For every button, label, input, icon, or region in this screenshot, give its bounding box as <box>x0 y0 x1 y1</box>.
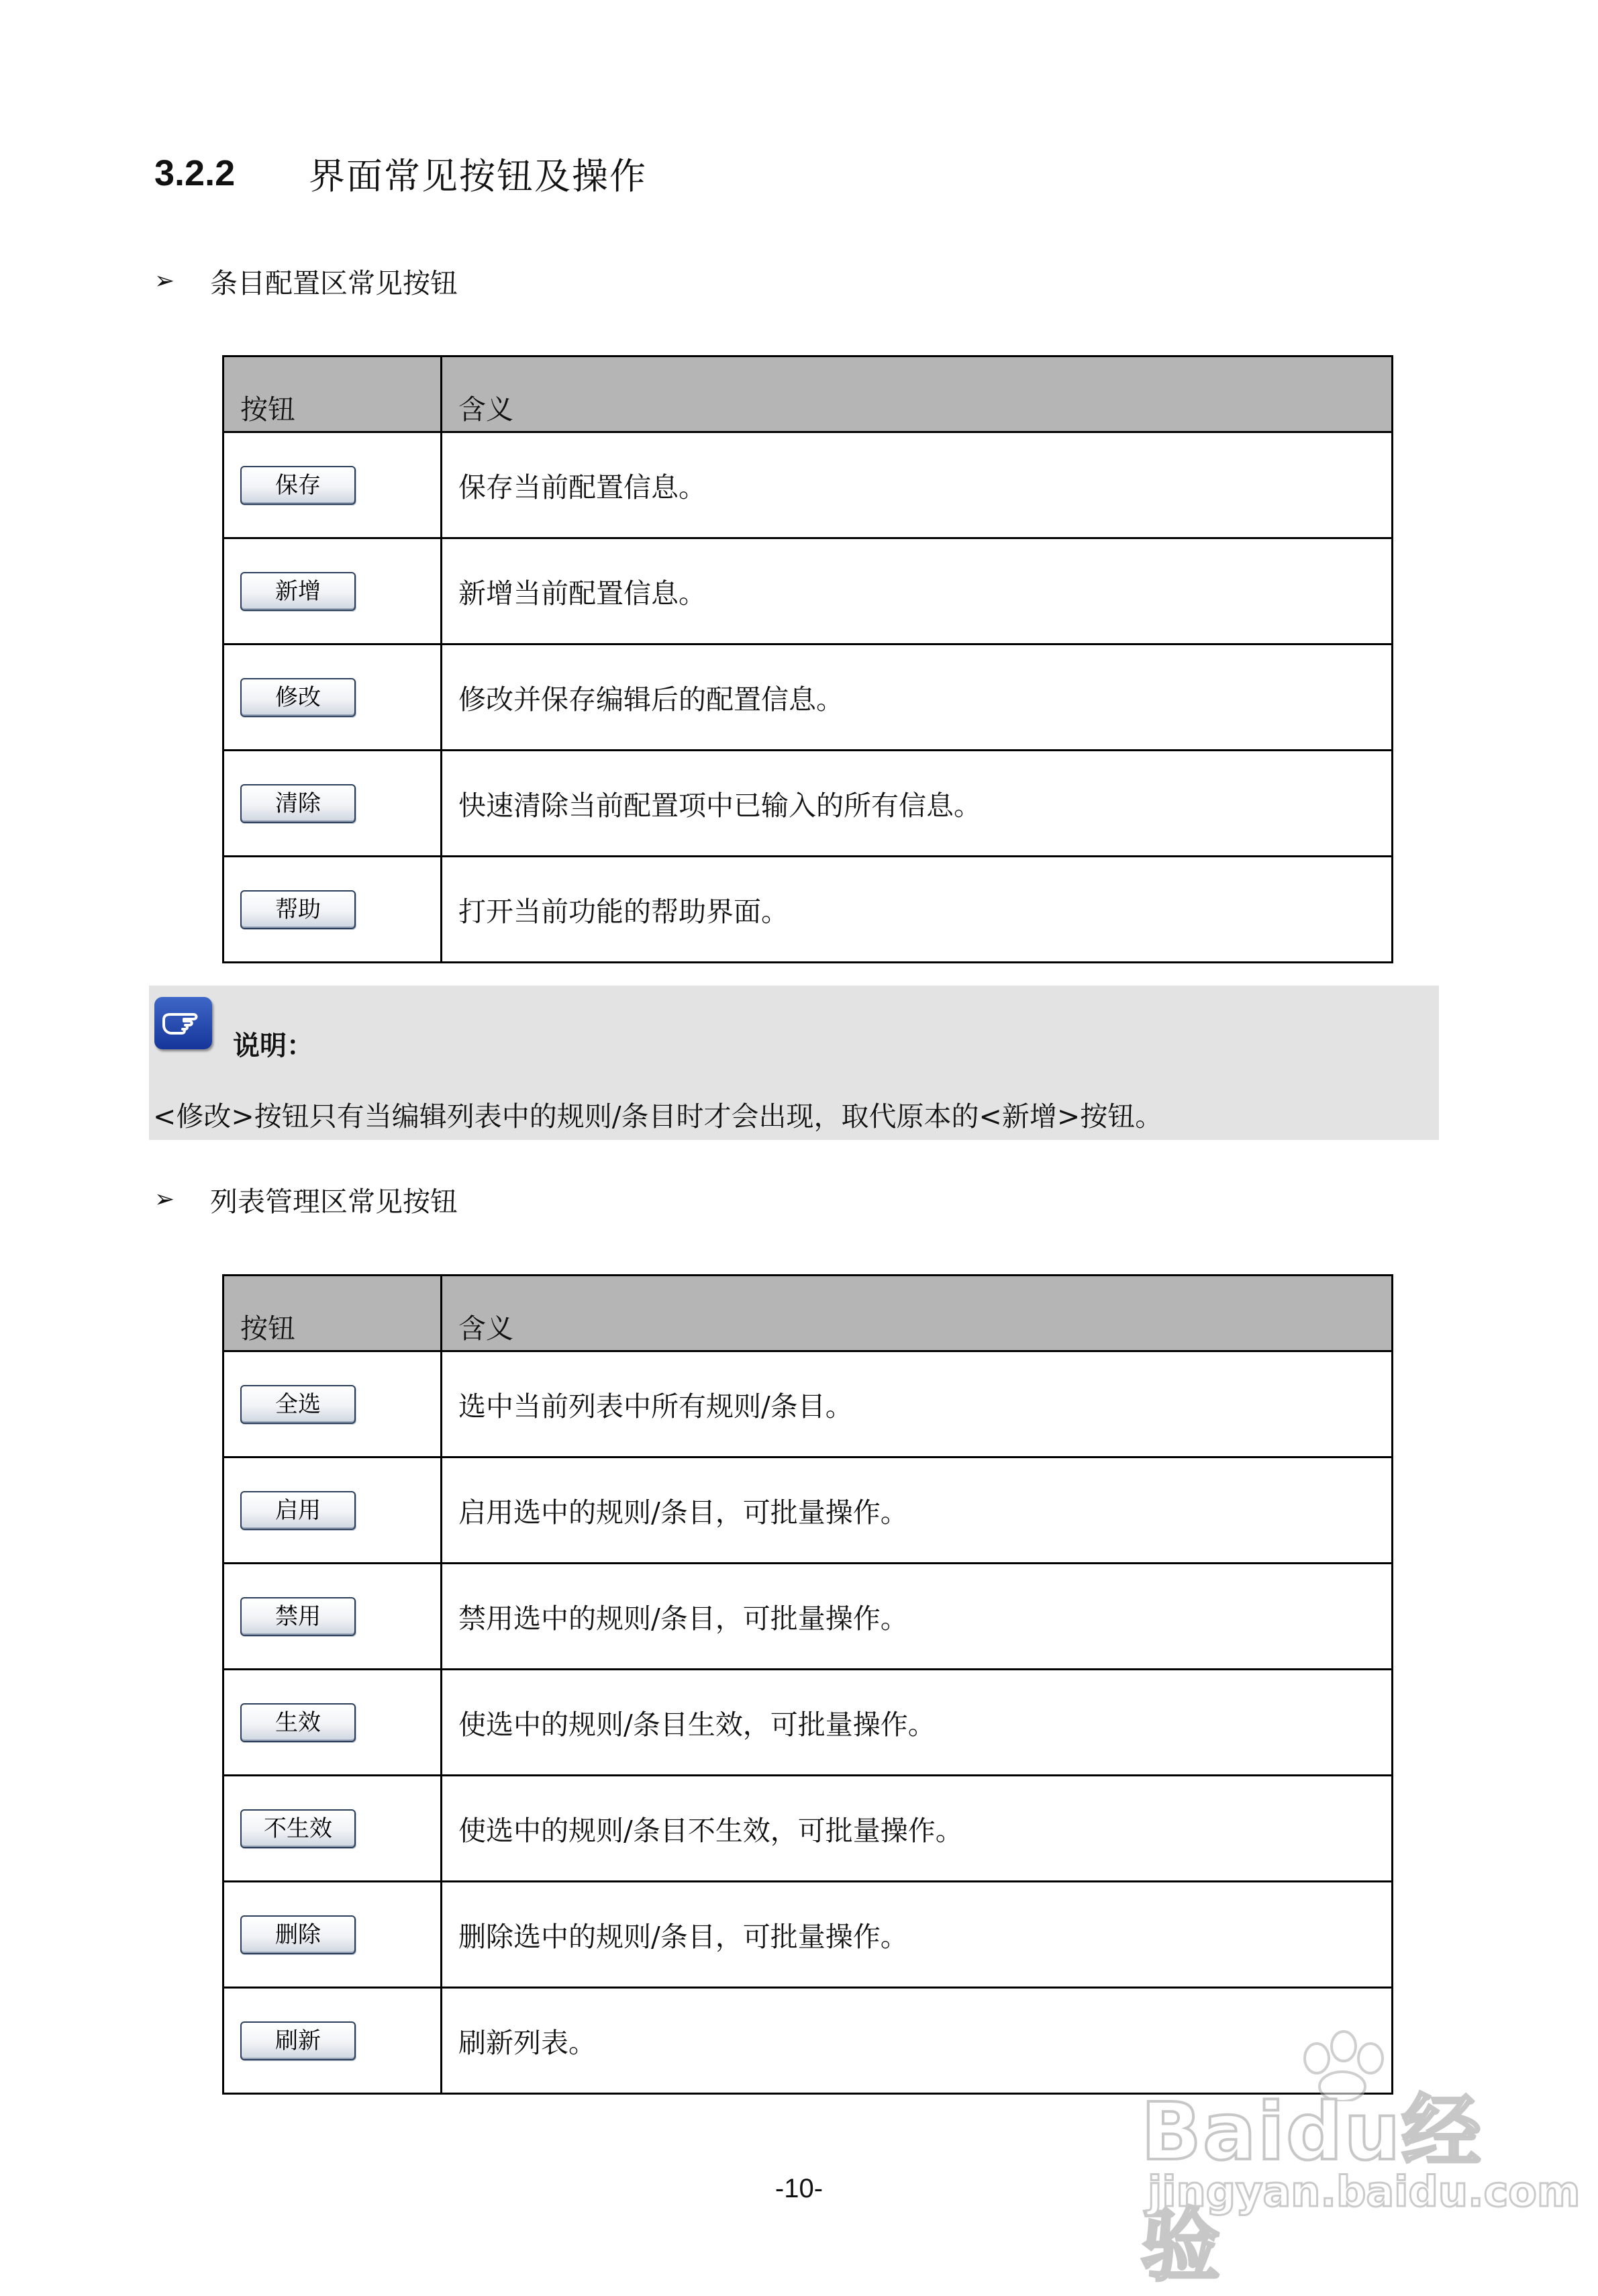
note-text: <修改>按钮只有当编辑列表中的规则/条目时才会出现，取代原本的<新增>按钮。 <box>153 1100 1163 1133</box>
table-row <box>223 751 1393 857</box>
button-cell <box>223 1457 442 1564</box>
table-header-row <box>223 1276 1393 1351</box>
table-row <box>223 538 1393 644</box>
button-cell <box>223 751 442 857</box>
note-label: 说明： <box>233 1031 313 1061</box>
section-title: 界面常见按钮及操作 <box>309 154 647 197</box>
activate-button[interactable]: 生效 <box>240 1703 356 1742</box>
config-buttons-table <box>222 355 1393 963</box>
enable-button[interactable]: 启用 <box>240 1491 356 1530</box>
list-area-heading <box>154 1179 458 1219</box>
help-button[interactable]: 帮助 <box>240 890 356 929</box>
bullet-arrow-icon: ➢ <box>154 1185 175 1213</box>
refresh-button[interactable]: 刷新 <box>240 2021 356 2060</box>
meaning-cell: 删除选中的规则/条目，可批量操作。 <box>442 1882 1393 1988</box>
meaning-cell: 选中当前列表中所有规则/条目。 <box>442 1351 1393 1457</box>
button-cell <box>223 1351 442 1457</box>
save-button[interactable]: 保存 <box>240 466 356 505</box>
list-buttons-table <box>222 1274 1393 2095</box>
table-row <box>223 1351 1393 1457</box>
select-all-button[interactable]: 全选 <box>240 1385 356 1424</box>
table-row <box>223 1670 1393 1776</box>
disable-button[interactable]: 禁用 <box>240 1597 356 1636</box>
deactivate-button[interactable]: 不生效 <box>240 1809 356 1848</box>
button-cell <box>223 1776 442 1882</box>
watermark-logo: Baidu经验 <box>1141 2085 1483 2292</box>
table-row <box>223 1564 1393 1670</box>
watermark-url: jingyan.baidu.com <box>1148 2167 1581 2216</box>
table-header-row <box>223 356 1393 432</box>
meaning-cell: 使选中的规则/条目生效，可批量操作。 <box>442 1670 1393 1776</box>
clear-button[interactable]: 清除 <box>240 784 356 823</box>
column-header-button: 按钮 <box>223 356 442 432</box>
delete-button[interactable]: 删除 <box>240 1915 356 1954</box>
button-cell <box>223 1988 442 2094</box>
meaning-cell: 保存当前配置信息。 <box>442 432 1393 538</box>
config-area-heading <box>154 260 458 301</box>
modify-button[interactable]: 修改 <box>240 678 356 717</box>
meaning-cell: 禁用选中的规则/条目，可批量操作。 <box>442 1564 1393 1670</box>
note-box <box>149 986 1439 1140</box>
column-header-meaning: 含义 <box>442 356 1393 432</box>
button-cell <box>223 1882 442 1988</box>
table-row <box>223 644 1393 751</box>
config-area-heading-text: 条目配置区常见按钮 <box>210 267 458 299</box>
baidu-jingyan-watermark <box>1141 2021 1581 2292</box>
meaning-cell: 启用选中的规则/条目，可批量操作。 <box>442 1457 1393 1564</box>
button-cell <box>223 857 442 963</box>
section-heading <box>154 146 647 200</box>
list-area-heading-text: 列表管理区常见按钮 <box>210 1185 458 1218</box>
button-cell <box>223 432 442 538</box>
section-number: 3.2.2 <box>154 153 236 193</box>
button-cell <box>223 644 442 751</box>
bullet-arrow-icon: ➢ <box>154 267 175 295</box>
button-cell <box>223 1670 442 1776</box>
table-row <box>223 857 1393 963</box>
table-row <box>223 1457 1393 1564</box>
button-cell <box>223 1564 442 1670</box>
meaning-cell: 快速清除当前配置项中已输入的所有信息。 <box>442 751 1393 857</box>
meaning-cell: 使选中的规则/条目不生效，可批量操作。 <box>442 1776 1393 1882</box>
button-cell <box>223 538 442 644</box>
column-header-button: 按钮 <box>223 1276 442 1351</box>
table-row <box>223 1776 1393 1882</box>
meaning-cell: 新增当前配置信息。 <box>442 538 1393 644</box>
table-row <box>223 432 1393 538</box>
column-header-meaning: 含义 <box>442 1276 1393 1351</box>
page-number: -10- <box>775 2174 823 2203</box>
pointing-hand-icon <box>154 997 212 1049</box>
meaning-cell: 修改并保存编辑后的配置信息。 <box>442 644 1393 751</box>
meaning-cell: 刷新列表。 <box>442 1988 1393 2094</box>
meaning-cell: 打开当前功能的帮助界面。 <box>442 857 1393 963</box>
table-row <box>223 1882 1393 1988</box>
add-button[interactable]: 新增 <box>240 572 356 611</box>
